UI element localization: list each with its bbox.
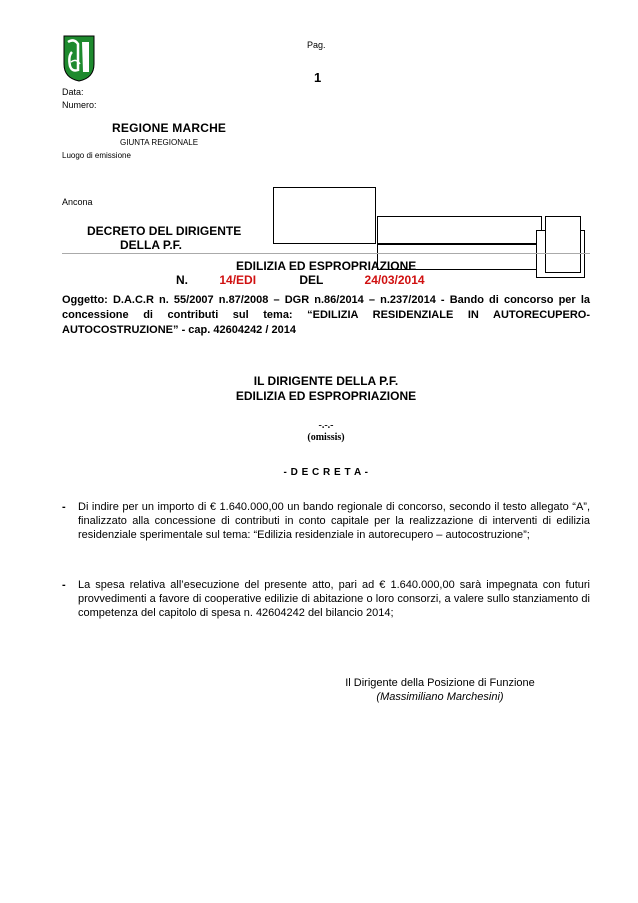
bullet: - [62,501,66,513]
separator: -.-.- [318,420,334,431]
regione-marche-logo-icon [62,34,96,82]
decree-number-row [176,273,425,287]
region-name: REGIONE MARCHE [112,121,227,135]
body-heading-1: IL DIRIGENTE DELLA P.F. [253,374,399,388]
signature-role: Il Dirigente della Posizione di Funzione [345,677,535,689]
list-item [62,500,590,542]
page-number: 1 [314,70,322,85]
omissis-label: (omissis) [307,432,345,443]
office-name: EDILIZIA ED ESPROPRIAZIONE [236,259,417,273]
luogo-label: Luogo di emissione [62,151,131,160]
decree-title: DECRETO DEL DIRIGENTE [87,224,242,238]
list-item-text: Di indire per un importo di € 1.640.000,00 un bando regionale di concorso, secondo il testo allegato “A”, finalizzato alla concessione di contributi in conto capitale per la realizzazione di interventi di edilizia residenziale sperimentale sul tema: “Edilizia residenziale in autorecupero – autocostruzione”; [78,501,590,541]
list-item-text: La spesa relativa all’esecuzione del presente atto, pari ad € 1.640.000,00 sarà impegnata con futuri provvedimenti a favore di cooperative edilizie di abitazione o loro consorzi, a valere sullo stanziamento di competenza del capitolo di spesa n. 42604242 del bilancio 2014; [78,579,590,619]
decree-number: 14/EDI [219,273,257,287]
form-box-1 [273,187,376,244]
number-label: N. [176,273,188,287]
subject-paragraph: Oggetto: D.A.C.R n. 55/2007 n.87/2008 – DGR n.86/2014 – n.237/2014 - Bando di concorso per la concessione di contributi sul tema: “EDILIZIA RESIDENZIALE IN AUTORECUPERO-AUTOCOSTRUZIONE” - cap. 42604242 / 2014 [62,294,590,336]
body-heading-2: EDILIZIA ED ESPROPRIAZIONE [235,389,417,403]
decree-date: 24/03/2014 [364,273,425,287]
page-label: Pag. [307,40,326,50]
luogo-value: Ancona [62,197,93,207]
decreta-heading: - D E C R E T A - [283,467,369,478]
list-item [62,578,590,620]
giunta-label: GIUNTA REGIONALE [120,138,199,147]
numero-label: Numero: [62,100,97,110]
data-label: Data: [62,87,84,97]
bullet: - [62,579,66,591]
del-label: DEL [299,273,324,287]
decree-subtitle: DELLA P.F. [120,238,183,252]
signature-name: (Massimiliano Marchesini) [376,691,504,703]
form-box-2 [377,216,542,244]
form-box-5 [545,216,581,273]
header-divider [62,253,590,254]
